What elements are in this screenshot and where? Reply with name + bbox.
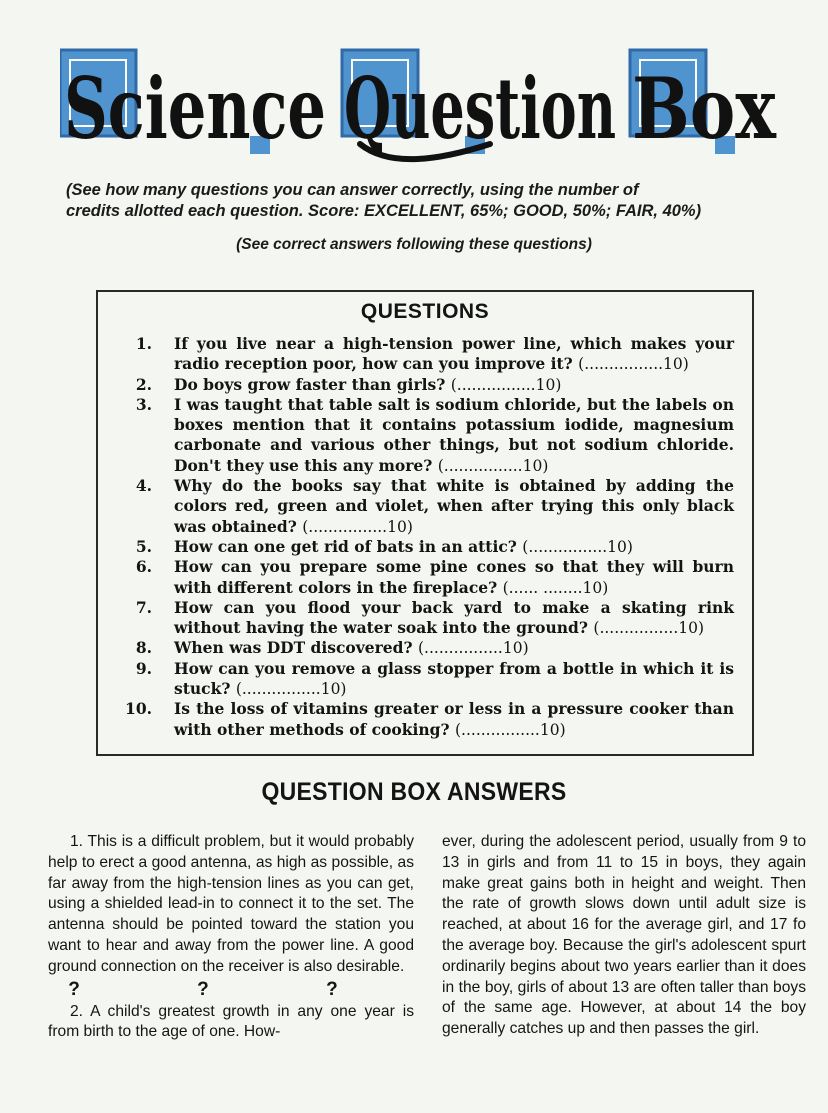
masthead-word-science: Science	[64, 59, 326, 158]
question-item-10	[118, 699, 734, 740]
question-body	[174, 476, 734, 537]
question-body	[174, 557, 734, 598]
question-body	[174, 537, 734, 557]
masthead-word-box: Box	[632, 59, 777, 158]
question-credit: (................10)	[302, 517, 413, 536]
question-credit: (................10)	[522, 537, 633, 556]
question-text: How can one get rid of bats in an attic?	[174, 536, 517, 556]
masthead-science-question-box	[60, 40, 780, 170]
question-item-4	[118, 476, 734, 537]
question-credit: (................10)	[235, 680, 347, 699]
questions-heading: QUESTIONS	[360, 300, 490, 323]
questions-box	[96, 290, 754, 756]
question-text: How can you prepare some pine cones so that they will burn with different colors in the fireplace?	[174, 557, 734, 597]
question-item-5	[118, 537, 734, 557]
question-number: 2.	[135, 374, 152, 394]
question-number: 8.	[135, 638, 152, 658]
question-body	[174, 334, 734, 375]
question-number: 7.	[135, 597, 152, 617]
intro-line-1: (See how many questions you can answer correctly, using the number of	[66, 181, 639, 199]
question-item-6	[118, 557, 734, 598]
question-credit: (...... ........10)	[502, 578, 609, 597]
question-text: When was DDT discovered?	[174, 638, 413, 658]
question-number: 6.	[135, 557, 152, 577]
question-body	[174, 598, 734, 639]
question-number: 4.	[135, 476, 152, 496]
question-list	[118, 334, 734, 740]
question-body	[174, 375, 734, 395]
question-text: How can you flood your back yard to make a skating rink without having the water soak into the ground?	[174, 597, 734, 638]
question-item-8	[118, 638, 734, 658]
question-number: 1.	[135, 334, 152, 353]
answer-separator: ? ? ?	[68, 978, 394, 1000]
question-item-7	[118, 598, 734, 639]
question-text: Do boys grow faster than girls?	[174, 374, 446, 394]
question-text: I was taught that table salt is sodium chloride, but the labels on boxes mention that it contains potassium iodide, magnesium carbonate and various other things, but not sodium chloride. Don't they use this any more?	[174, 394, 734, 475]
question-text: If you live near a high-tension power line, which makes your radio reception poor, how can you improve it?	[174, 334, 734, 374]
question-text: Is the loss of vitamins greater or less in a pressure cooker than with other methods of cooking?	[174, 699, 734, 739]
question-text: How can you remove a glass stopper from a bottle in which it is stuck?	[174, 658, 734, 699]
question-credit: (................10)	[454, 720, 566, 739]
question-credit: (................10)	[437, 456, 549, 475]
question-item-9	[118, 659, 734, 700]
question-number: 10.	[125, 699, 152, 719]
answers-heading: QUESTION BOX ANSWERS	[261, 778, 567, 806]
masthead-word-question: Question	[344, 59, 616, 158]
question-body	[174, 395, 734, 476]
answer-2-continued: ever, during the adolescent period, usually from 9 to 13 in girls and from 11 to 15 in boys, they again make great gains both in height and weight. Then the rate of growth slows down until adult size is reached, at about 16 for the average girl, and 17 fo the average boy. Because the girl's adolescent spurt ordinarily begins about two years earlier than it does in the boy, girls of about 13 are often taller than boys of the same age. However, at about 14 the boy generally catches up and then passes the girl.	[442, 833, 806, 1038]
answers-column-right	[442, 832, 806, 1040]
question-body	[174, 638, 734, 658]
question-credit: (................10)	[578, 355, 689, 374]
question-credit: (................10)	[450, 375, 562, 394]
answers-column-left	[48, 832, 414, 1043]
masthead-logo	[60, 40, 780, 170]
question-credit: (................10)	[417, 639, 529, 658]
question-item-3	[118, 395, 734, 476]
answer-1: 1. This is a difficult problem, but it would probably help to erect a good antenna, as high as possible, as far away from the high-tension lines as you can get, using a shielded lead-in to connect it to the set. The antenna should be pointed toward the station you want to hear and away from the power line. A good ground connection on the receiver is also desirable.	[48, 833, 414, 975]
question-body	[174, 699, 734, 740]
question-text: Why do the books say that white is obtained by adding the colors red, green and violet, when after trying this only black was obtained?	[174, 476, 734, 536]
intro-line-2: credits allotted each question. Score: EXCELLENT, 65%; GOOD, 50%; FAIR, 40%)	[66, 202, 702, 220]
question-number: 5.	[135, 536, 152, 556]
question-item-1	[118, 334, 734, 375]
question-body	[174, 659, 734, 700]
question-number: 3.	[135, 394, 152, 414]
question-credit: (................10)	[593, 619, 705, 638]
question-number: 9.	[135, 658, 152, 678]
intro-instructions	[66, 180, 800, 222]
question-item-2	[118, 375, 734, 395]
answer-2-start: 2. A child's greatest growth in any one year is from birth to the age of one. How-	[48, 1002, 414, 1041]
answers-note: (See correct answers following these questions)	[236, 236, 592, 253]
